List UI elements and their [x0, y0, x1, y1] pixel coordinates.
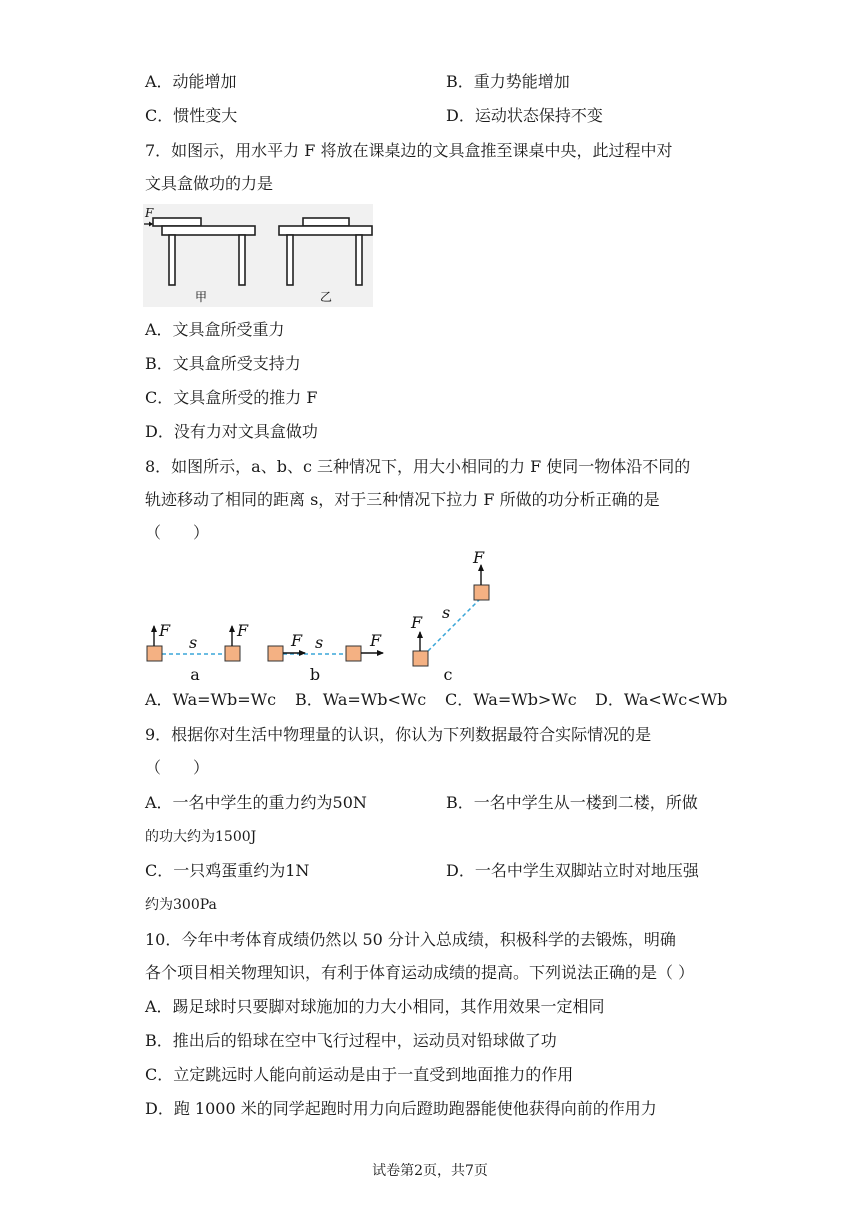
distance-label-a: s: [189, 633, 198, 652]
box-b-start: [268, 646, 283, 661]
q10-option-c: C．立定跳远时人能向前运动是由于一直受到地面推力的作用: [145, 1065, 574, 1084]
box-b-end: [346, 646, 361, 661]
q7-option-b: B．文具盒所受支持力: [145, 354, 301, 373]
q8-option-b: B．Wa=Wb<Wc: [295, 690, 427, 709]
q8-option-d: D．Wa<Wc<Wb: [595, 690, 728, 709]
q7-force-label: F: [145, 206, 154, 220]
desk-top-right: [279, 226, 372, 235]
q9-option-b-line2: 的功大约为1500J: [145, 829, 257, 845]
page-footer: 试卷第2页，共7页: [372, 1163, 488, 1179]
distance-label-b: s: [315, 633, 324, 652]
force-label-c-start: F: [411, 613, 423, 632]
q6-option-d: D．运动状态保持不变: [446, 106, 603, 125]
q8-case-a: [147, 621, 249, 684]
box-a-start: [147, 646, 162, 661]
q9-option-d-line1: D．一名中学生双脚站立时对地压强: [446, 861, 699, 880]
q7-stem-line1: 7．如图示，用水平力 F 将放在课桌边的文具盒推至课桌中央，此过程中对: [145, 141, 673, 160]
box-a-end: [225, 646, 240, 661]
q6-option-a: A．动能增加: [145, 72, 237, 91]
q8-case-c: [410, 548, 489, 684]
q8-stem-line1: 8．如图所示，a、b、c 三种情况下，用大小相同的力 F 使同一物体沿不同的: [145, 457, 691, 476]
pencil-box-left: [153, 218, 201, 226]
desk-top-left: [162, 226, 255, 235]
force-label-b-start: F: [291, 631, 303, 650]
q7-caption-right: 乙: [319, 290, 333, 304]
q7-option-a: A．文具盒所受重力: [145, 320, 285, 339]
pencil-box-right: [303, 218, 349, 226]
distance-label-c: s: [442, 603, 451, 622]
q8-stem-line3: （ ）: [145, 523, 210, 542]
q7-option-d: D．没有力对文具盒做功: [145, 422, 318, 441]
q8-stem-line2: 轨迹移动了相同的距离 s，对于三种情况下拉力 F 所做的功分析正确的是: [145, 490, 660, 509]
force-label-a-start: F: [159, 621, 171, 640]
force-label-a-end: F: [237, 621, 249, 640]
force-label-c-end: F: [473, 548, 485, 567]
q10-option-a: A．踢足球时只要脚对球施加的力大小相同，其作用效果一定相同: [145, 997, 605, 1016]
q10-option-b: B．推出后的铅球在空中飞行过程中，运动员对铅球做了功: [145, 1031, 557, 1050]
q9-option-d-line2: 约为300Pa: [145, 897, 217, 913]
caption-b: b: [309, 665, 321, 684]
q9-stem-line2: （ ）: [145, 758, 210, 777]
q7-figure: [143, 204, 373, 307]
path-c: [428, 598, 481, 651]
desk-leg-left-2: [239, 235, 245, 285]
desk-leg-right-1: [287, 235, 293, 285]
q8-figure: [143, 548, 503, 688]
q9-option-c: C．一只鸡蛋重约为1N: [145, 861, 310, 880]
q8-option-a: A．Wa=Wb=Wc: [145, 690, 277, 709]
q10-option-d: D．跑 1000 米的同学起跑时用力向后蹬助跑器能使他获得向前的作用力: [145, 1099, 657, 1118]
caption-c: c: [443, 665, 453, 684]
desk-leg-right-2: [356, 235, 362, 285]
q10-stem-line2: 各个项目相关物理知识，有利于体育运动成绩的提高。下列说法正确的是（ ）: [145, 963, 695, 982]
q7-caption-left: 甲: [194, 290, 208, 304]
q6-option-c: C．惯性变大: [145, 106, 238, 125]
force-label-b-end: F: [370, 631, 382, 650]
q8-option-c: C．Wa=Wb>Wc: [445, 690, 577, 709]
q7-option-c: C．文具盒所受的推力 F: [145, 388, 318, 407]
q10-stem-line1: 10．今年中考体育成绩仍然以 50 分计入总成绩，积极科学的去锻炼，明确: [145, 930, 676, 949]
q9-stem-line1: 9．根据你对生活中物理量的认识，你认为下列数据最符合实际情况的是: [145, 725, 652, 744]
desk-leg-left-1: [169, 235, 175, 285]
q8-case-b: [268, 631, 383, 684]
caption-a: a: [190, 665, 200, 684]
q9-option-b-line1: B．一名中学生从一楼到二楼，所做: [446, 793, 698, 812]
box-c-start: [413, 651, 428, 666]
q6-option-b: B．重力势能增加: [446, 72, 570, 91]
q9-option-a: A．一名中学生的重力约为50N: [145, 793, 367, 812]
q7-stem-line2: 文具盒做功的力是: [145, 174, 274, 193]
box-c-end: [474, 585, 489, 600]
